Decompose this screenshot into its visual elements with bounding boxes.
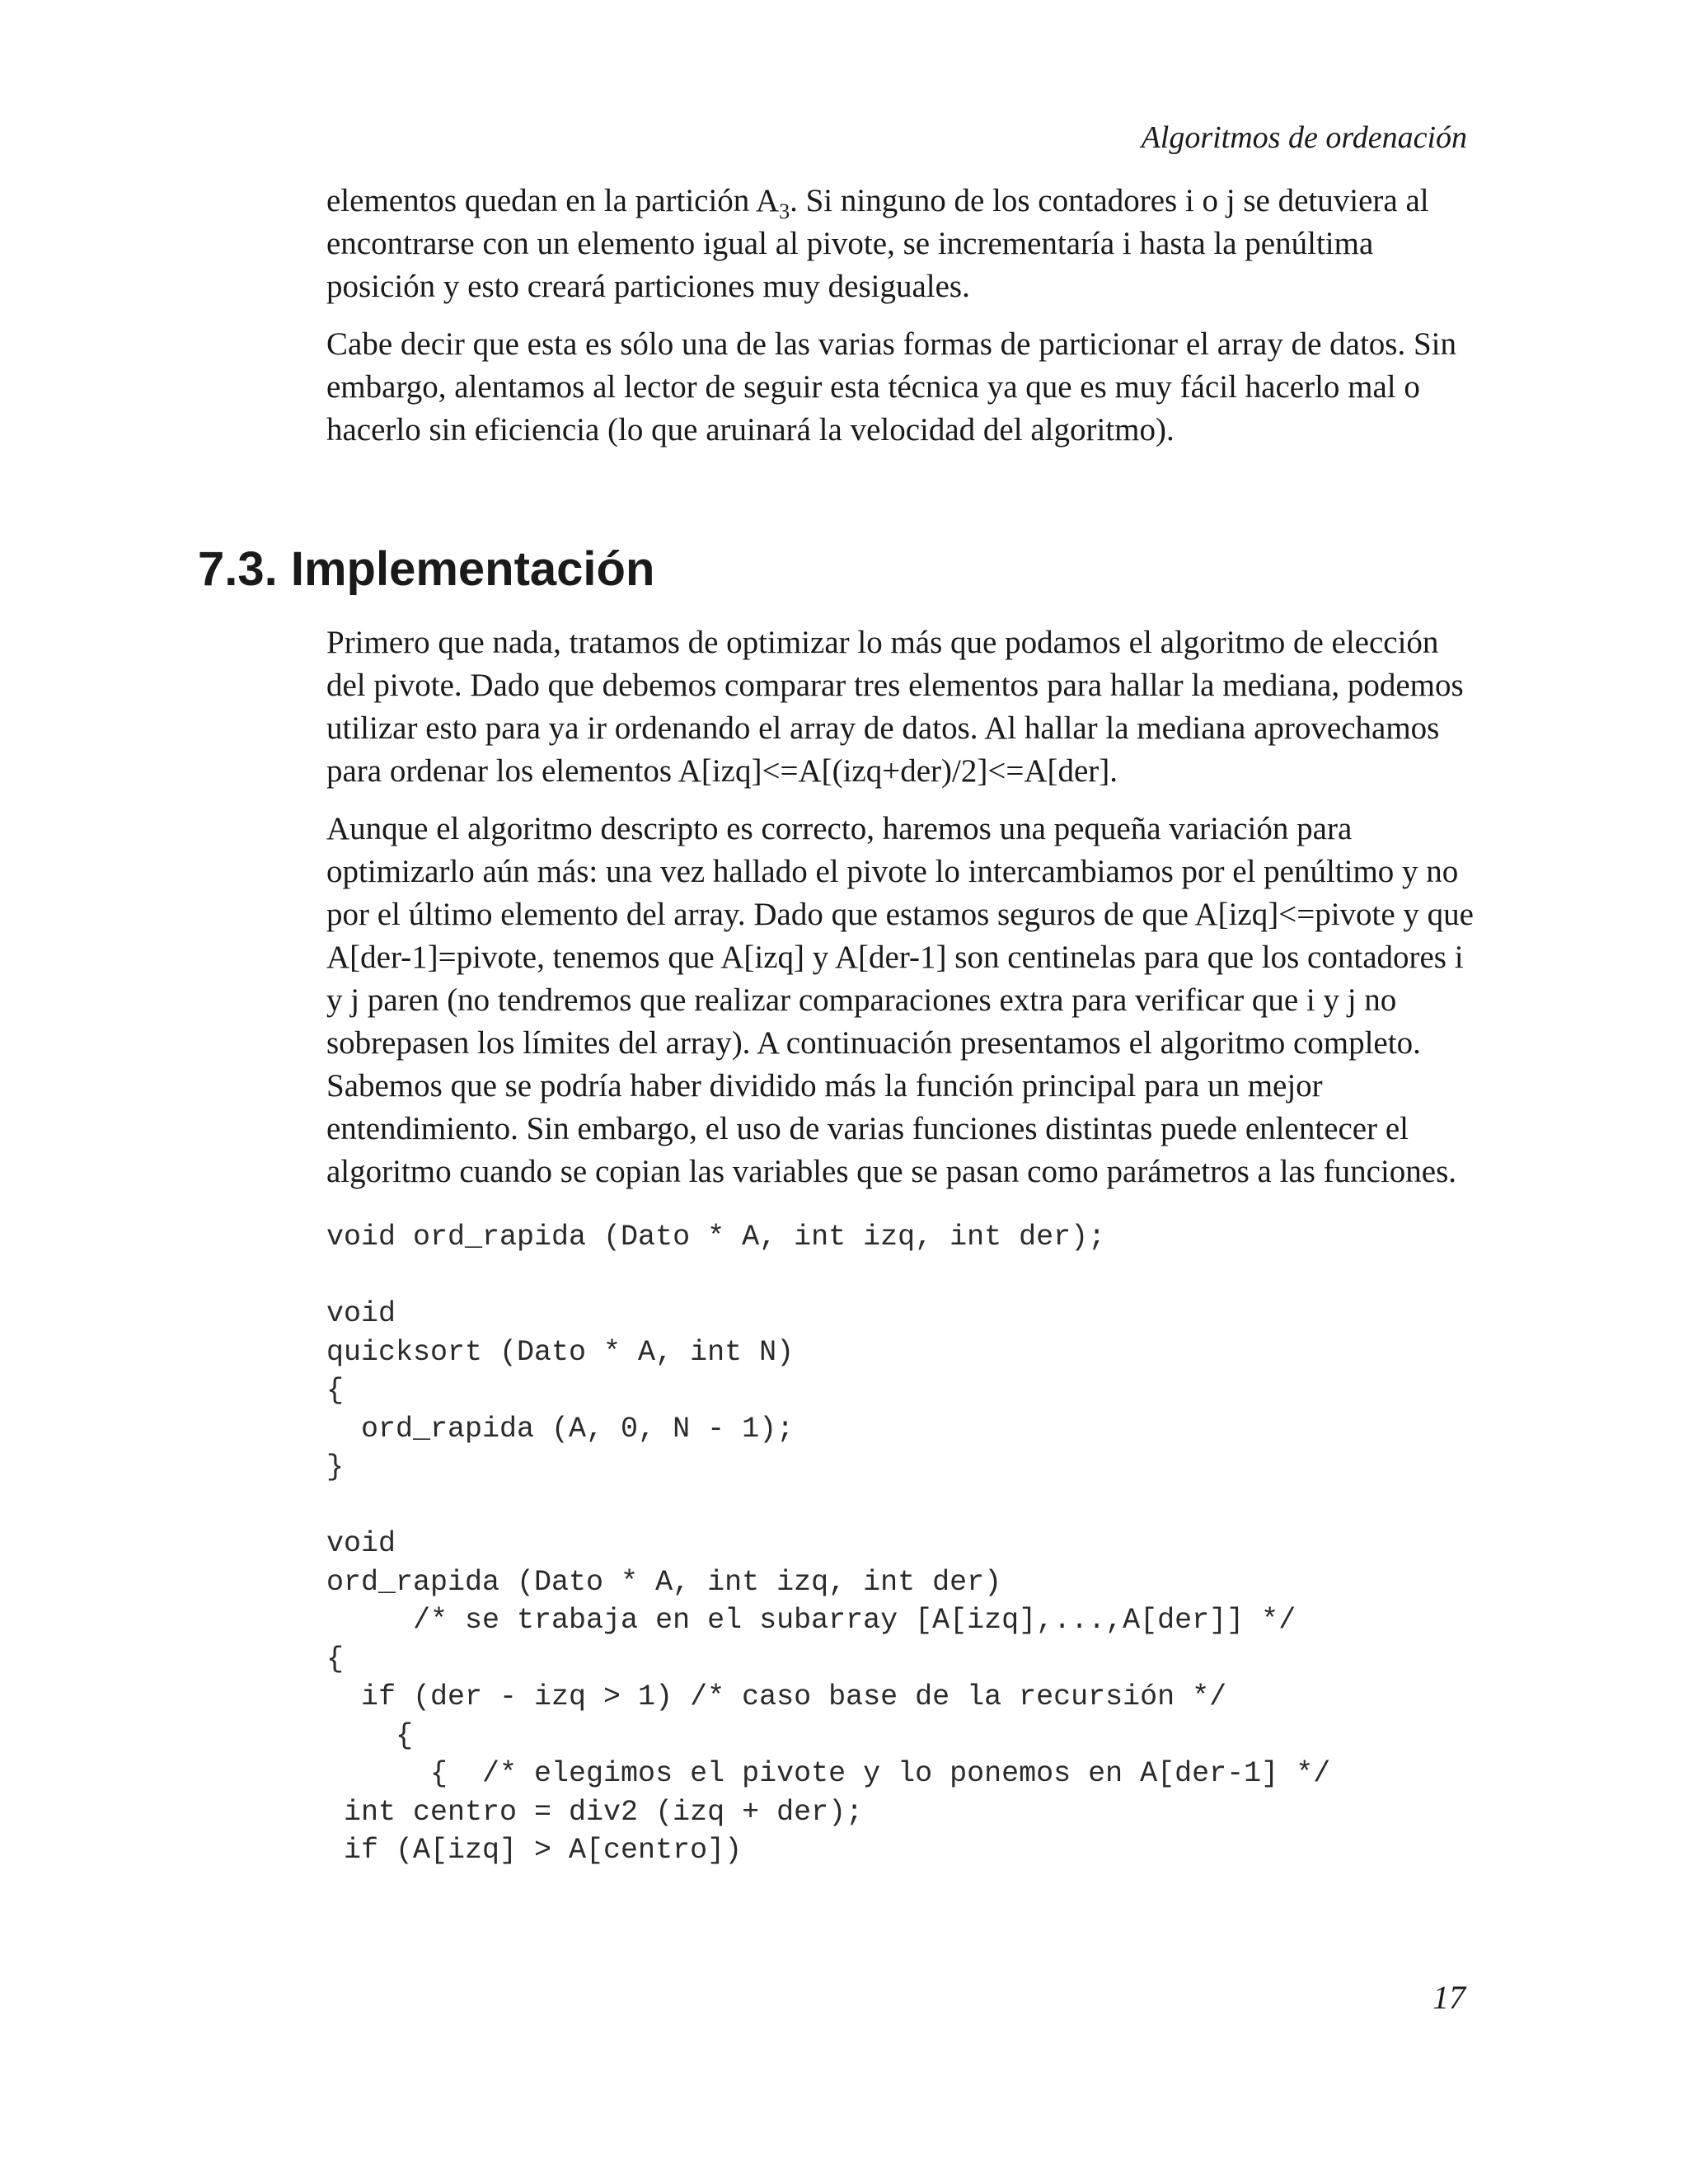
code-line: void (326, 1527, 396, 1560)
code-line: /* se trabaja en el subarray [A[izq],...,A[der]] */ (326, 1604, 1296, 1637)
code-listing (326, 1218, 1330, 1870)
section-text (326, 621, 1480, 1208)
code-line: } (326, 1451, 345, 1483)
code-line: { /* elegimos el pivote y lo ponemos en A[der-1] */ (326, 1757, 1331, 1790)
code-line: { (326, 1374, 345, 1407)
section-paragraph-1: Primero que nada, tratamos de optimizar lo más que podamos el algoritmo de elección del pivote. Dado que debemos comparar tres elementos para hallar la mediana, podemos utilizar esto para ya ir ordenando el array de datos. Al hallar la mediana aprovechamos para ordenar los elementos A[izq]<=A[(izq+der)/2]<=A[der]. (326, 625, 1464, 789)
code-line: void ord_rapida (Dato * A, int izq, int der); (326, 1221, 1106, 1254)
code-line: void (326, 1297, 396, 1330)
code-line: if (A[izq] > A[centro]) (326, 1834, 743, 1867)
page-number: 17 (1432, 1979, 1465, 2016)
code-line: ord_rapida (Dato * A, int izq, int der) (326, 1565, 1002, 1599)
code-line: { (326, 1642, 345, 1675)
running-header: Algoritmos de ordenación (1141, 120, 1467, 155)
intro-paragraph-1-end: . Si ninguno de los contadores i o j se detuviera al encontrarse con un elemento igual al pivote, se incrementaría i hasta la penúltima posición y esto creará particiones muy desiguales. (326, 183, 1429, 304)
code-line: quicksort (Dato * A, int N) (326, 1335, 795, 1369)
code-line (326, 1257, 1330, 1296)
code-line: int centro = div2 (izq + der); (326, 1795, 864, 1829)
section-heading: 7.3. Implementación (198, 542, 655, 596)
intro-paragraph-2: Cabe decir que esta es sólo una de las varias formas de particionar el array de datos. Sin embargo, alentamos al lector de seguir esta técnica ya que es muy fácil hacerlo mal o hacerlo sin eficiencia (lo que aruinará la velocidad del algoritmo). (326, 326, 1456, 448)
partition-subscript: 3 (779, 199, 790, 223)
intro-paragraph-1 (326, 180, 1480, 308)
intro-text (326, 180, 1480, 466)
intro-paragraph-1-start: elementos quedan en la partición A (326, 183, 780, 218)
section-paragraph-2: Aunque el algoritmo descripto es correcto, haremos una pequeña variación para optimizarlo aún más: una vez hallado el pivote lo intercambiamos por el penúltimo y no por el último elemento del array. Dado que estamos seguros de que A[izq]<=pivote y que A[der-1]=pivote, tenemos que A[izq] y A[der-1] son centinelas para que los contadores i y j paren (no tendremos que realizar comparaciones extra para verificar que i y j no sobrepasen los límites del array). A continuación presentamos el algoritmo completo. Sabemos que se podría haber dividido más la función principal para un mejor entendimiento. Sin embargo, el uso de varias funciones distintas puede enlentecer el algoritmo cuando se copian las variables que se pasan como parámetros a las funciones. (326, 811, 1474, 1189)
code-line: if (der - izq > 1) /* caso base de la recursión */ (326, 1680, 1227, 1713)
code-line (326, 1487, 1330, 1526)
code-line: { (326, 1718, 414, 1752)
code-line: ord_rapida (A, 0, N - 1); (326, 1412, 795, 1446)
